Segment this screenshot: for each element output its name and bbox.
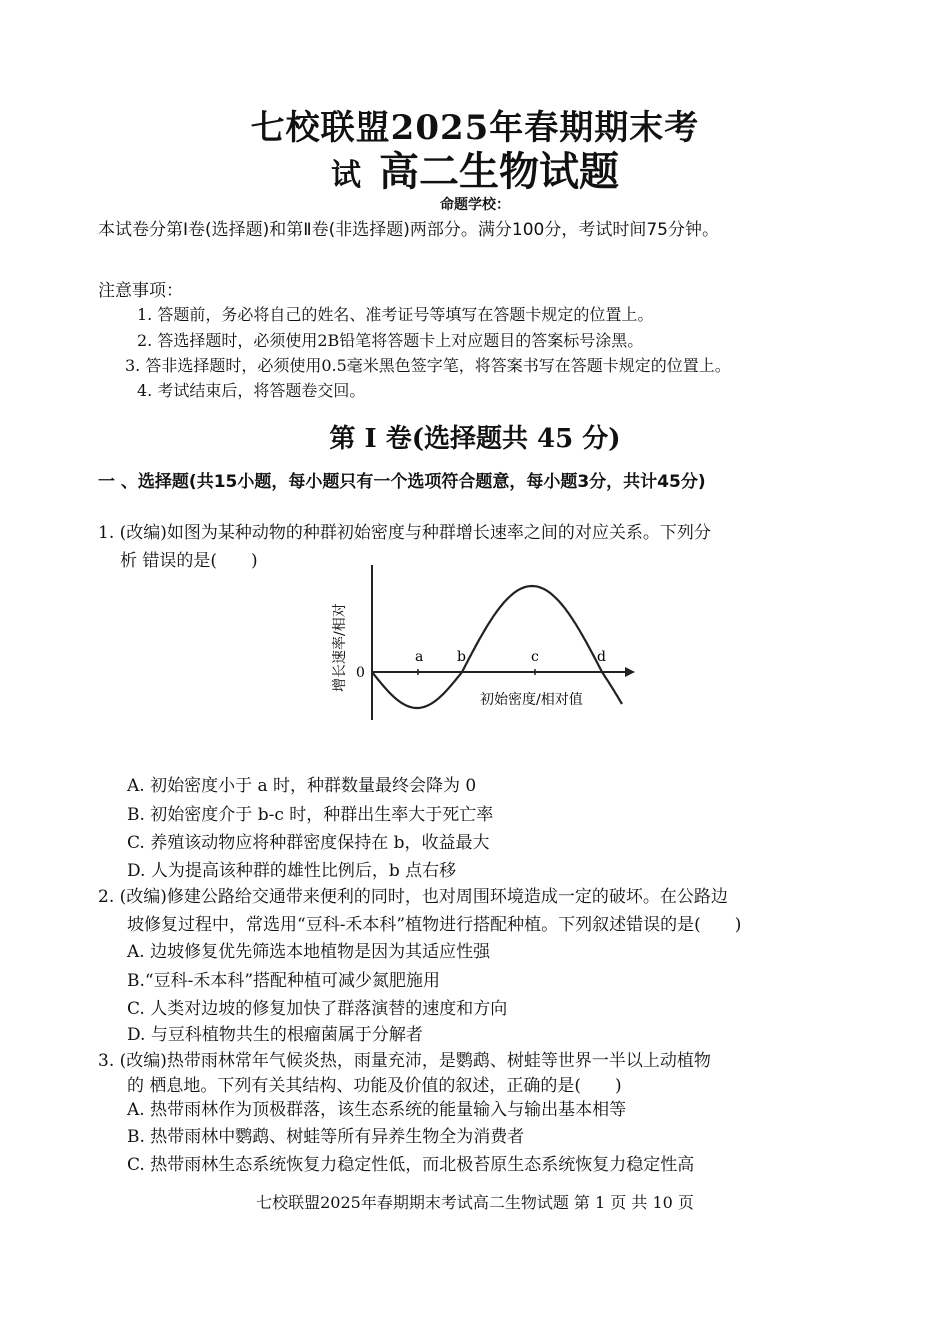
- question-2-option-c: C. 人类对边坡的修复加快了群落演替的速度和方向: [127, 999, 508, 1019]
- growth-rate-curve: [372, 586, 622, 708]
- setter-school: 命题学校：: [440, 197, 510, 213]
- section-title: 第 I 卷(选择题共 45 分): [329, 424, 621, 454]
- notice-item: 2. 答选择题时，必须使用2B铅笔将答题卡上对应题目的答案标号涂黑。: [137, 331, 644, 350]
- question-2-stem-cont: 坡修复过程中，常选用“豆科-禾本科”植物进行搭配种植。下列叙述错误的是( ): [127, 915, 742, 935]
- question-3-stem: 3. (改编)热带雨林常年气候炎热，雨量充沛，是鹦鹉、树蛙等世界一半以上动植物: [98, 1051, 711, 1071]
- notice-heading: 注意事项：: [98, 281, 183, 301]
- question-3-stem-cont: 的 栖息地。下列有关其结构、功能及价值的叙述，正确的是( ): [127, 1076, 622, 1096]
- point-label-c: c: [531, 649, 539, 665]
- exam-title-line2: [0, 140, 950, 197]
- question-1-stem-cont: 析 错误的是( ): [120, 551, 258, 571]
- question-3-option-a: A. 热带雨林作为顶极群落，该生态系统的能量输入与输出基本相等: [127, 1100, 627, 1120]
- exam-intro: 本试卷分第Ⅰ卷(选择题)和第Ⅱ卷(非选择题)两部分。满分100分，考试时间75分钟。: [98, 220, 719, 240]
- question-2-option-a: A. 边坡修复优先筛选本地植物是因为其适应性强: [127, 942, 491, 962]
- question-1-stem: 1. (改编)如图为某种动物的种群初始密度与种群增长速率之间的对应关系。下列分: [98, 523, 711, 543]
- notice-item: 4. 考试结束后，将答题卷交回。: [137, 381, 366, 400]
- question-1-option-b: B. 初始密度介于 b-c 时，种群出生率大于死亡率: [127, 805, 494, 825]
- x-axis-arrow: [625, 667, 635, 677]
- question-1-option-c: C. 养殖该动物应将种群密度保持在 b，收益最大: [127, 833, 490, 853]
- question-1-option-a: A. 初始密度小于 a 时，种群数量最终会降为 0: [127, 776, 477, 796]
- question-2-option-b: B.“豆科-禾本科”搭配种植可减少氮肥施用: [127, 971, 441, 991]
- part-title: 一 、选择题(共15小题，每小题只有一个选项符合题意，每小题3分，共计45分): [98, 472, 706, 492]
- page-footer: 七校联盟2025年春期期末考试高二生物试题 第 1 页 共 10 页: [256, 1193, 694, 1212]
- notice-item: 3. 答非选择题时，必须使用0.5毫米黑色签字笔，将答案书写在答题卡规定的位置上。: [125, 356, 731, 375]
- notice-item: 1. 答题前，务必将自己的姓名、准考证号等填写在答题卡规定的位置上。: [137, 305, 654, 324]
- question-3-option-b: B. 热带雨林中鹦鹉、树蛙等所有异养生物全为消费者: [127, 1127, 525, 1147]
- origin-label: 0: [356, 665, 365, 681]
- question-2-option-d: D. 与豆科植物共生的根瘤菌属于分解者: [127, 1025, 423, 1045]
- point-label-d: d: [597, 649, 606, 665]
- question-1-option-d: D. 人为提高该种群的雄性比例后，b 点右移: [127, 861, 457, 881]
- exam-title-line1: 七校联盟2025年春期期末考: [250, 108, 700, 148]
- point-label-a: a: [415, 649, 424, 665]
- x-axis-label: 初始密度/相对值: [480, 692, 583, 708]
- exam-subject-title: 高二生物试题: [379, 148, 619, 195]
- growth-rate-figure: [320, 560, 640, 730]
- question-3-option-c: C. 热带雨林生态系统恢复力稳定性低，而北极苔原生态系统恢复力稳定性高: [127, 1155, 695, 1175]
- y-axis-label: 增长速率/相对: [332, 603, 348, 692]
- point-label-b: b: [457, 649, 466, 665]
- question-2-stem: 2. (改编)修建公路给交通带来便利的同时，也对周围环境造成一定的破坏。在公路边: [98, 887, 728, 907]
- exam-title-prefix: 试: [331, 158, 361, 193]
